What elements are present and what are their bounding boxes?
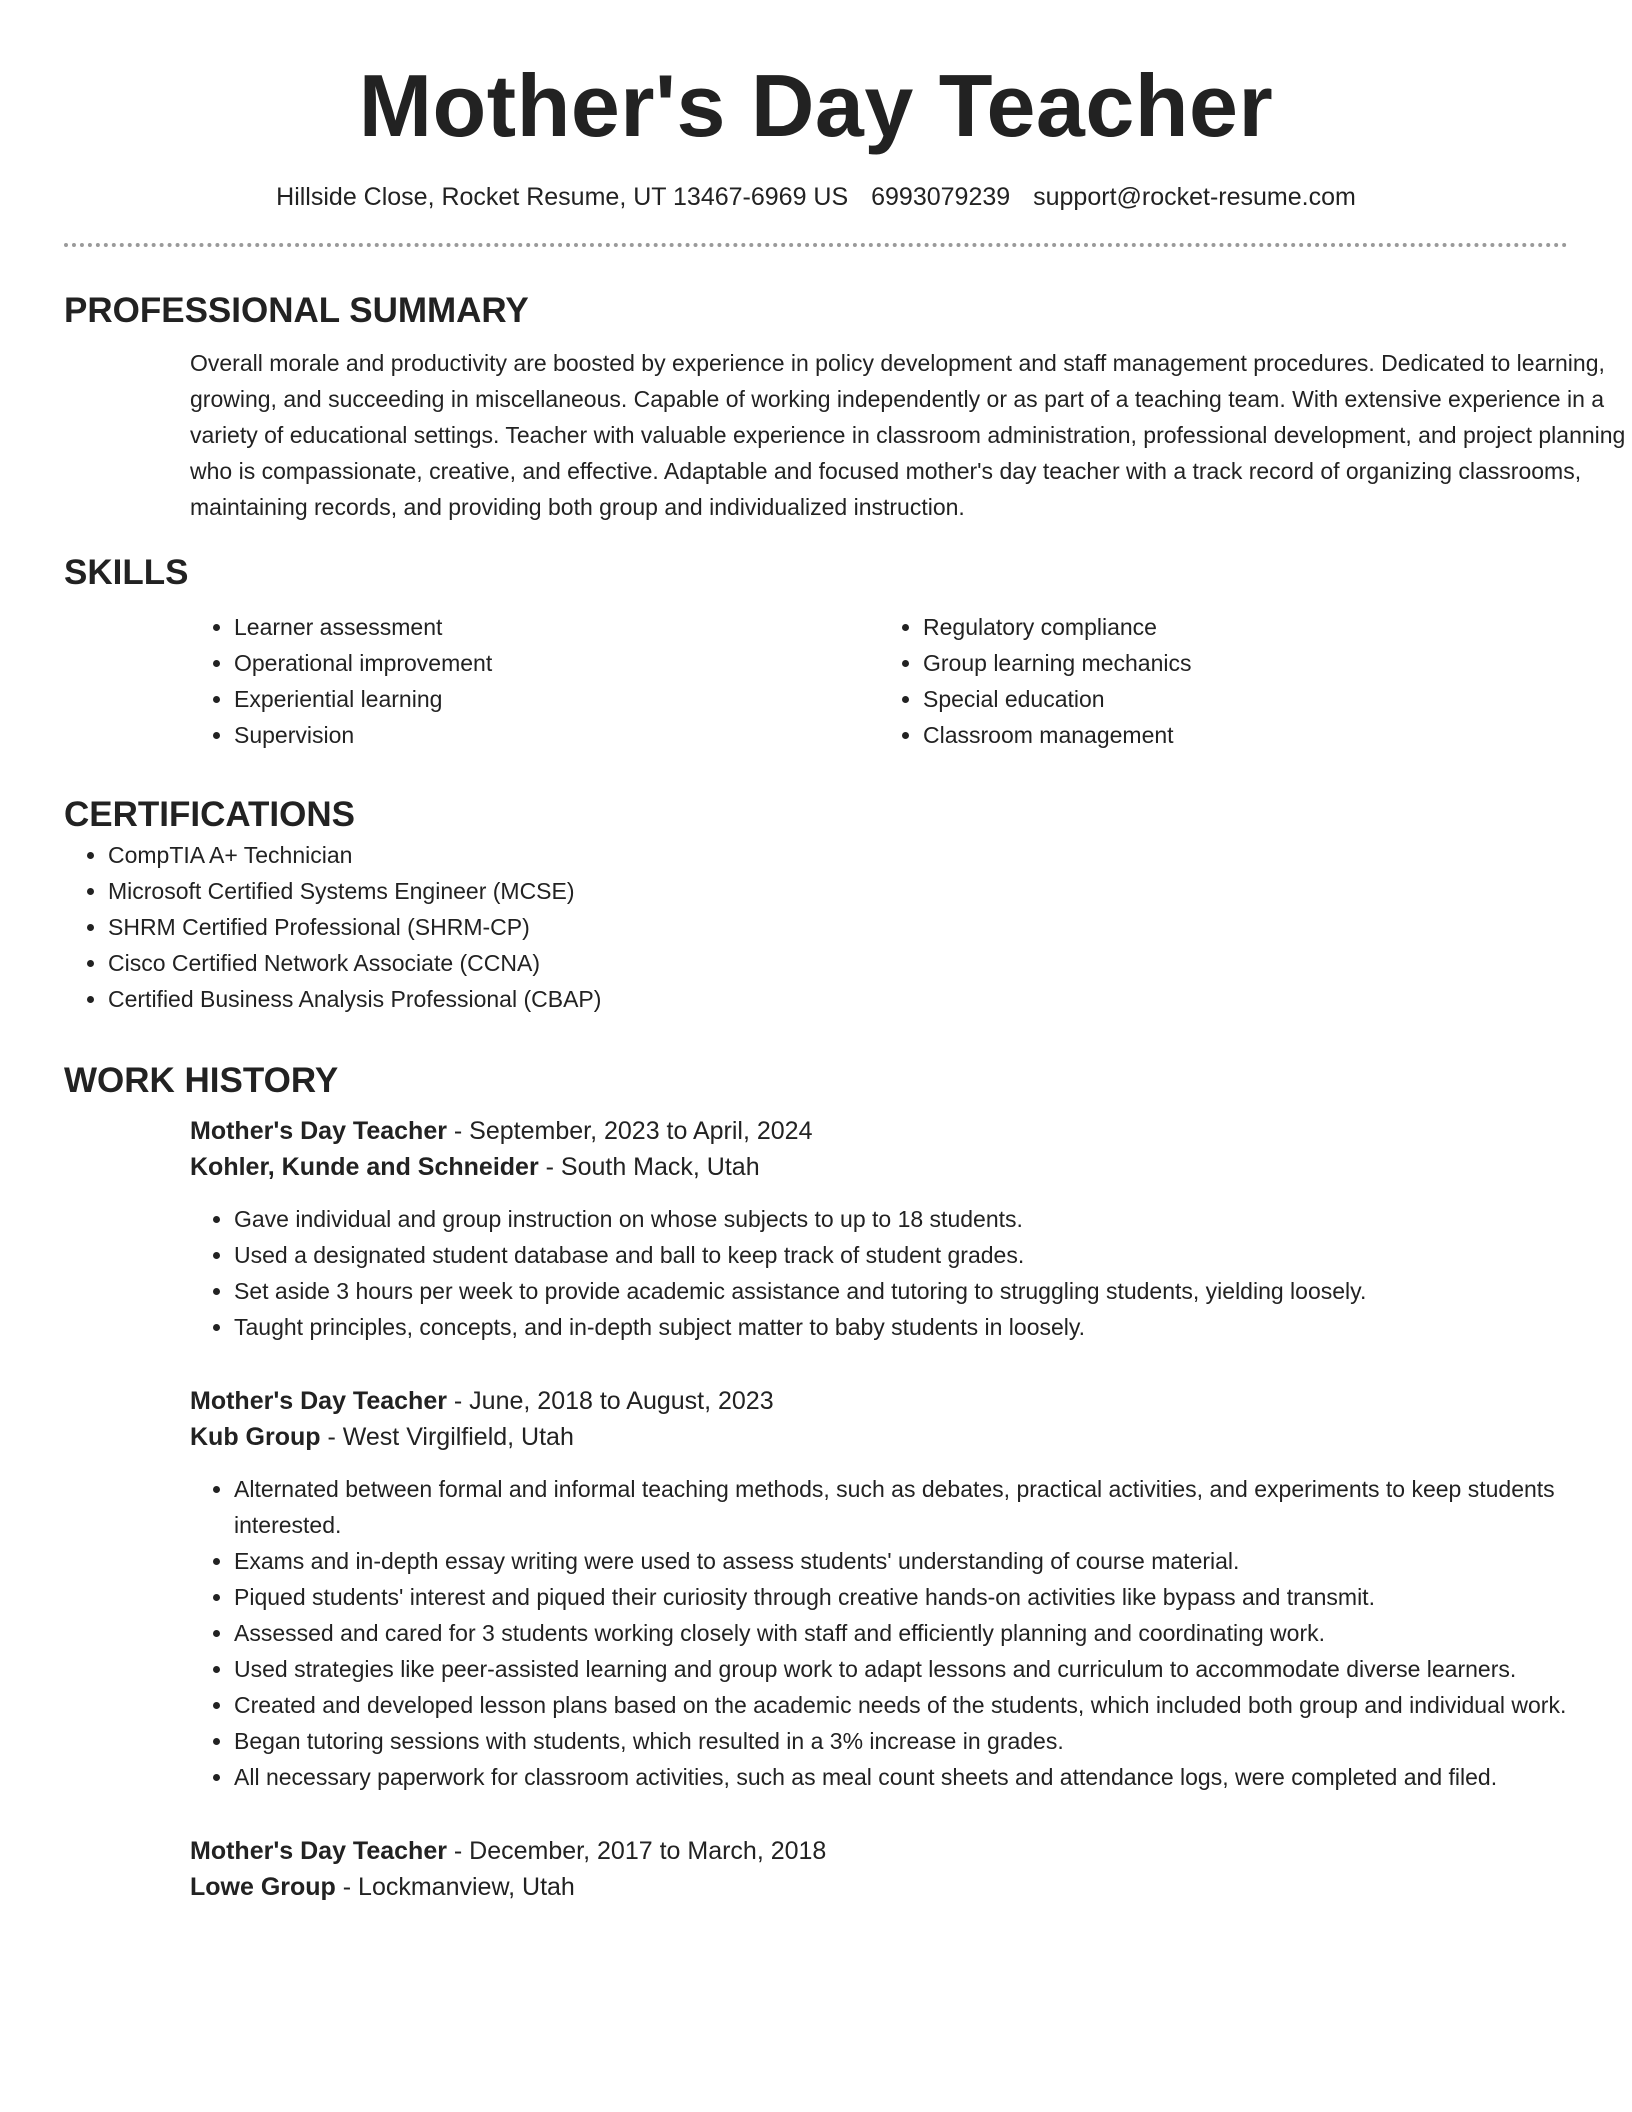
skills-section	[64, 551, 1568, 753]
resume-name: Mother's Day Teacher	[358, 56, 1274, 155]
job-entry	[190, 1383, 1568, 1795]
job-role-line	[190, 1383, 1568, 1419]
skills-grid	[190, 609, 1568, 753]
job-bullet: • Set aside 3 hours per week to provide academic assistance and tutoring to struggling students, yielding loosely.	[234, 1273, 1574, 1309]
job-bullet: • Alternated between formal and informal teaching methods, such as debates, practical activities, and experiments to keep students interested.	[234, 1471, 1574, 1543]
job-bullet: • Exams and in-depth essay writing were used to assess students' understanding of course material.	[234, 1543, 1574, 1579]
contact-line	[64, 180, 1568, 214]
job-dates: - September, 2023 to April, 2024	[446, 1117, 813, 1145]
job-company: Lowe Group	[190, 1873, 336, 1901]
job-role: Mother's Day Teacher	[190, 1117, 447, 1145]
job-company-line	[190, 1149, 1568, 1185]
skill-item: • Experiential learning	[234, 681, 879, 717]
summary-title: PROFESSIONAL SUMMARY	[64, 291, 529, 330]
job-bullets	[190, 1471, 1568, 1795]
job-company-line	[190, 1869, 1568, 1905]
contact-phone: 6993079239	[871, 183, 1011, 211]
contact-address: Hillside Close, Rocket Resume, UT 13467-6969 US	[276, 183, 849, 211]
job-company: Kub Group	[190, 1423, 321, 1451]
job-role: Mother's Day Teacher	[190, 1837, 447, 1865]
work-history-section	[64, 1059, 1568, 1905]
job-company-line	[190, 1419, 1568, 1455]
skills-title: SKILLS	[64, 553, 189, 592]
job-entry	[190, 1833, 1568, 1905]
skill-item: • Classroom management	[923, 717, 1568, 753]
job-location: - Lockmanview, Utah	[335, 1873, 575, 1901]
job-bullet: • Gave individual and group instruction on whose subjects to up to 18 students.	[234, 1201, 1574, 1237]
skill-item: • Special education	[923, 681, 1568, 717]
job-bullet: • Assessed and cared for 3 students working closely with staff and efficiently planning and coordinating work.	[234, 1615, 1574, 1651]
skills-column-right	[879, 609, 1568, 753]
summary-section	[64, 289, 1626, 525]
job-role: Mother's Day Teacher	[190, 1387, 447, 1415]
work-history-title: WORK HISTORY	[64, 1061, 339, 1100]
certifications-list	[64, 837, 1568, 1017]
certification-item: • Microsoft Certified Systems Engineer (MCSE)	[108, 873, 1568, 909]
skill-item: • Regulatory compliance	[923, 609, 1568, 645]
job-bullet: • Piqued students' interest and piqued their curiosity through creative hands-on activities like bypass and transmit.	[234, 1579, 1574, 1615]
job-bullet: • Began tutoring sessions with students, which resulted in a 3% increase in grades.	[234, 1723, 1574, 1759]
certification-item: • SHRM Certified Professional (SHRM-CP)	[108, 909, 1568, 945]
job-location: - West Virgilfield, Utah	[320, 1423, 574, 1451]
skill-item: • Operational improvement	[234, 645, 879, 681]
job-bullet: • Created and developed lesson plans based on the academic needs of the students, which included both group and individual work.	[234, 1687, 1574, 1723]
skill-item: • Group learning mechanics	[923, 645, 1568, 681]
job-bullet: • All necessary paperwork for classroom activities, such as meal count sheets and attendance logs, were completed and filed.	[234, 1759, 1574, 1795]
job-bullet: • Used a designated student database and ball to keep track of student grades.	[234, 1237, 1574, 1273]
job-role-line	[190, 1833, 1568, 1869]
summary-text: Overall morale and productivity are boosted by experience in policy development and staff management procedures. Dedicated to learning, growing, and succeeding in miscellaneous. Capable of working independently or as part of a teaching team. With extensive experience in a variety of educational settings. Teacher with valuable experience in classroom administration, professional development, and project planning who is compassionate, creative, and effective. Adaptable and focused mother's day teacher with a track record of organizing classrooms, maintaining records, and providing both group and individualized instruction.	[190, 350, 1626, 520]
job-location: - South Mack, Utah	[538, 1153, 760, 1181]
skills-column-left	[190, 609, 879, 753]
skill-item: • Learner assessment	[234, 609, 879, 645]
job-bullet: • Taught principles, concepts, and in-depth subject matter to baby students in loosely.	[234, 1309, 1574, 1345]
header-divider	[64, 243, 1568, 247]
job-dates: - December, 2017 to March, 2018	[446, 1837, 827, 1865]
job-bullets	[190, 1201, 1568, 1345]
skill-item: • Supervision	[234, 717, 879, 753]
job-bullet: • Used strategies like peer-assisted learning and group work to adapt lessons and curriculum to accommodate diverse learners.	[234, 1651, 1574, 1687]
certifications-title: CERTIFICATIONS	[64, 795, 356, 834]
certification-item: • CompTIA A+ Technician	[108, 837, 1568, 873]
job-dates: - June, 2018 to August, 2023	[446, 1387, 774, 1415]
job-role-line	[190, 1113, 1568, 1149]
contact-email: support@rocket-resume.com	[1033, 183, 1356, 211]
job-company: Kohler, Kunde and Schneider	[190, 1153, 539, 1181]
certifications-section	[64, 793, 1568, 1017]
job-entry	[190, 1113, 1568, 1345]
certification-item: • Cisco Certified Network Associate (CCNA)	[108, 945, 1568, 981]
certification-item: • Certified Business Analysis Professional (CBAP)	[108, 981, 1568, 1017]
